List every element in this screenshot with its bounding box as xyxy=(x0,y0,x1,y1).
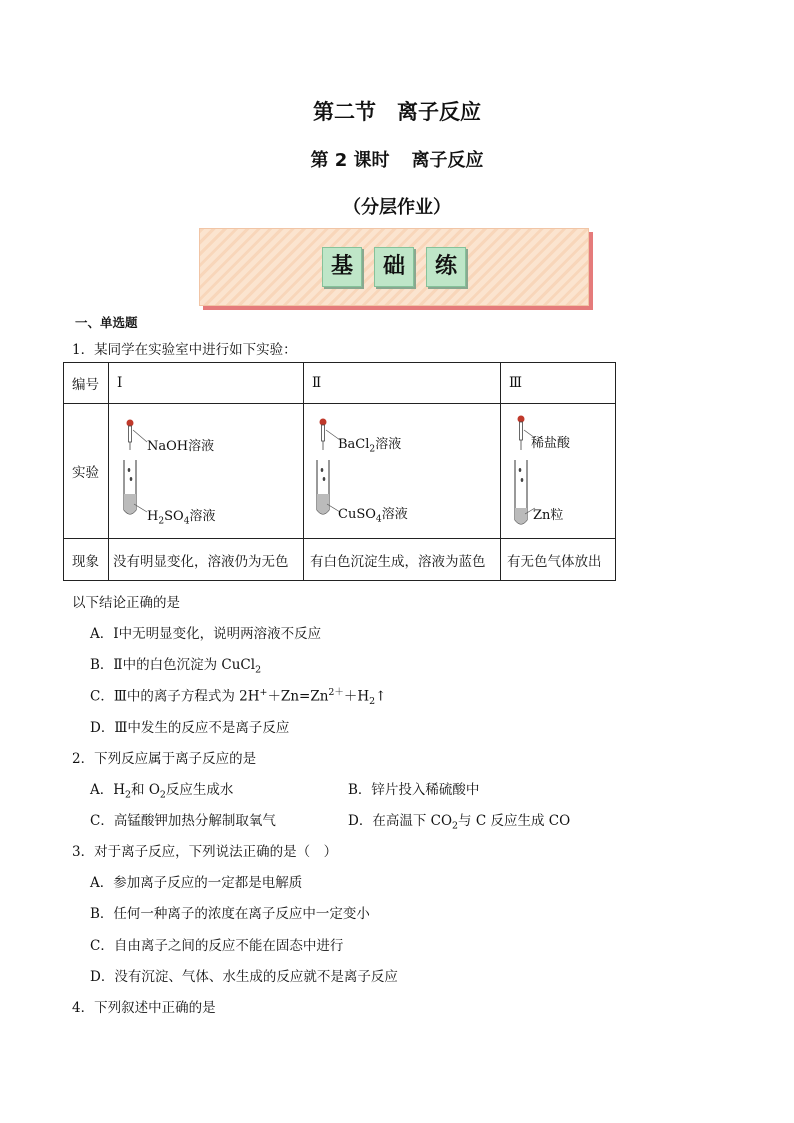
section-title: 第二节 离子反应 xyxy=(313,100,481,124)
q2-option-c: C．高锰酸钾加热分解制取氧气 xyxy=(90,813,276,829)
reagent-label: BaCl$_2$溶液 xyxy=(338,437,402,455)
table-row xyxy=(64,539,616,581)
row-header: 实验 xyxy=(64,404,109,539)
observation-cell: 有白色沉淀生成，溶液为蓝色 xyxy=(304,539,501,581)
reagent-label: Zn粒 xyxy=(533,508,564,523)
row-header: 编号 xyxy=(64,363,109,404)
q1-option-c: C．Ⅲ中的离子方程式为 $2H^++Zn=Zn^{2+}+H_2↑$ xyxy=(90,687,387,708)
banner-char: 基 xyxy=(322,247,362,287)
row-header: 现象 xyxy=(64,539,109,581)
q3-option-d: D．没有沉淀、气体、水生成的反应就不是离子反应 xyxy=(90,969,398,985)
banner-char: 础 xyxy=(374,247,414,287)
question-3-stem: 3．对于离子反应，下列说法正确的是（ ） xyxy=(72,844,338,860)
q1-option-b: B．Ⅱ中的白色沉淀为 CuCl$_2$ xyxy=(90,657,262,676)
experiment-cell xyxy=(109,404,304,539)
reagent-label: 稀盐酸 xyxy=(531,436,571,451)
q3-option-b: B．任何一种离子的浓度在离子反应中一定变小 xyxy=(90,906,370,922)
question-1-prompt: 以下结论正确的是 xyxy=(72,595,180,611)
level-banner xyxy=(199,228,589,306)
table-row xyxy=(64,363,616,404)
col-header: Ⅰ xyxy=(109,363,304,404)
col-header: Ⅱ xyxy=(304,363,501,404)
section-heading: 一、单选题 xyxy=(75,315,138,330)
question-2-stem: 2．下列反应属于离子反应的是 xyxy=(72,751,257,767)
table-row xyxy=(64,404,616,539)
col-header: Ⅲ xyxy=(501,363,616,404)
q1-option-d: D．Ⅲ中发生的反应不是离子反应 xyxy=(90,720,290,736)
q2-option-b: B．锌片投入稀硫酸中 xyxy=(348,782,480,798)
lesson-number: 第 2 课时 xyxy=(310,150,390,171)
experiment-cell xyxy=(304,404,501,539)
reagent-label: NaOH溶液 xyxy=(147,439,215,454)
work-type: （分层作业） xyxy=(343,197,451,218)
experiment-cell xyxy=(501,404,616,539)
lesson-topic: 离子反应 xyxy=(411,150,484,171)
q2-option-d: D．在高温下 $CO_2$与 C 反应生成 CO xyxy=(348,813,571,832)
lesson-title xyxy=(0,146,794,172)
question-1-stem: 1．某同学在实验室中进行如下实验： xyxy=(72,342,297,358)
banner-char: 练 xyxy=(426,247,466,287)
reagent-label: $H_2SO_4$溶液 xyxy=(147,509,216,527)
question-4-stem: 4．下列叙述中正确的是 xyxy=(72,1000,216,1016)
q1-option-a: A．Ⅰ中无明显变化，说明两溶液不反应 xyxy=(90,626,322,642)
q2-option-a: A．$H_2$和 $O_2$反应生成水 xyxy=(90,782,234,801)
q3-option-a: A．参加离子反应的一定都是电解质 xyxy=(90,875,303,891)
observation-cell: 没有明显变化，溶液仍为无色 xyxy=(109,539,304,581)
observation-cell: 有无色气体放出 xyxy=(501,539,616,581)
experiment-table xyxy=(63,362,616,581)
reagent-label: CuSO$_4$溶液 xyxy=(338,507,408,525)
q3-option-c: C．自由离子之间的反应不能在固态中进行 xyxy=(90,938,344,954)
